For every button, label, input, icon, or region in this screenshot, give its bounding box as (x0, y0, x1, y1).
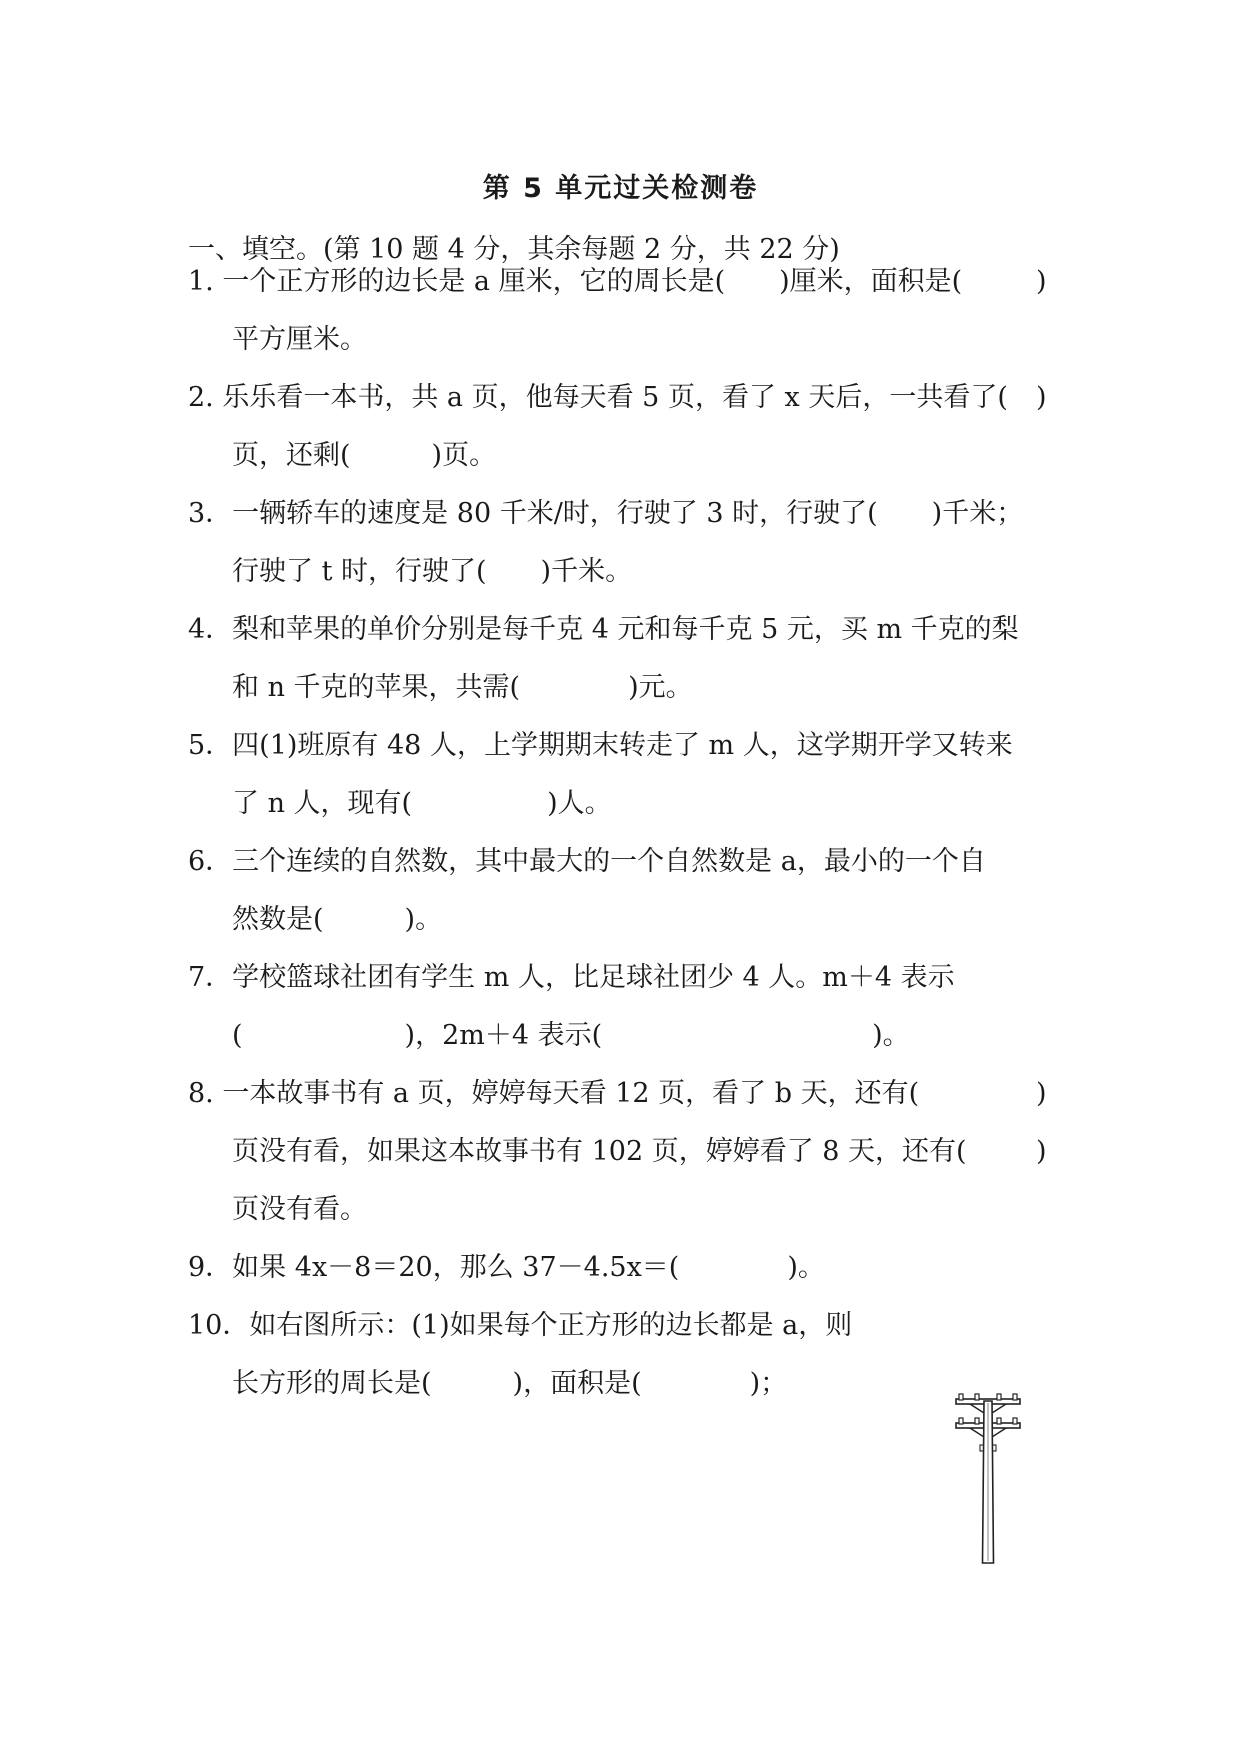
question-6-line-1: 6．三个连续的自然数，其中最大的一个自然数是 a，最小的一个自 (188, 846, 986, 877)
question-4-line-1: 4．梨和苹果的单价分别是每千克 4 元和每千克 5 元，买 m 千克的梨 (188, 614, 1019, 645)
question-4-line-2: 和 n 千克的苹果，共需( )元。 (232, 672, 693, 703)
question-2-line-1: 2. 乐乐看一本书，共 a 页，他每天看 5 页，看了 x 天后，一共看了( (188, 382, 1008, 413)
utility-pole-icon (950, 1393, 1026, 1565)
question-3-line-2: 行驶了 t 时，行驶了( )千米。 (232, 556, 633, 587)
question-7-line-1: 7．学校篮球社团有学生 m 人，比足球社团少 4 人。m＋4 表示 (188, 962, 955, 993)
question-8-right-paren-1: ) (1036, 1078, 1047, 1109)
question-8-line-2: 页没有看，如果这本故事书有 102 页，婷婷看了 8 天，还有( (232, 1136, 967, 1167)
question-3-line-1: 3．一辆轿车的速度是 80 千米/时，行驶了 3 时，行驶了( )千米； (188, 498, 1024, 529)
question-1-right-paren: ) (1036, 266, 1047, 297)
question-1-line-2: 平方厘米。 (232, 324, 367, 355)
question-6-line-2: 然数是( )。 (232, 904, 443, 935)
section-heading: 一、填空。(第 10 题 4 分，其余每题 2 分，共 22 分) (188, 234, 840, 265)
question-10-line-2: 长方形的周长是( )，面积是( )； (232, 1368, 788, 1399)
question-8-line-3: 页没有看。 (232, 1194, 367, 1225)
page-title: 第 5 单元过关检测卷 (482, 173, 759, 204)
question-2-right-paren: ) (1036, 382, 1047, 413)
question-9-line-1: 9．如果 4x－8＝20，那么 37－4.5x＝( )。 (188, 1252, 825, 1283)
question-7-line-2: ( )，2m＋4 表示( )。 (232, 1020, 910, 1051)
question-5-line-1: 5．四(1)班原有 48 人，上学期期末转走了 m 人，这学期开学又转来 (188, 730, 1013, 761)
question-8-right-paren-2: ) (1036, 1136, 1047, 1167)
question-1-line-1: 1. 一个正方形的边长是 a 厘米，它的周长是( )厘米，面积是( (188, 266, 963, 297)
question-5-line-2: 了 n 人，现有( )人。 (232, 788, 612, 819)
question-10-line-1: 10．如右图所示：(1)如果每个正方形的边长都是 a，则 (188, 1310, 853, 1341)
question-8-line-1: 8. 一本故事书有 a 页，婷婷每天看 12 页，看了 b 天，还有( (188, 1078, 920, 1109)
question-2-line-2: 页，还剩( )页。 (232, 440, 497, 471)
